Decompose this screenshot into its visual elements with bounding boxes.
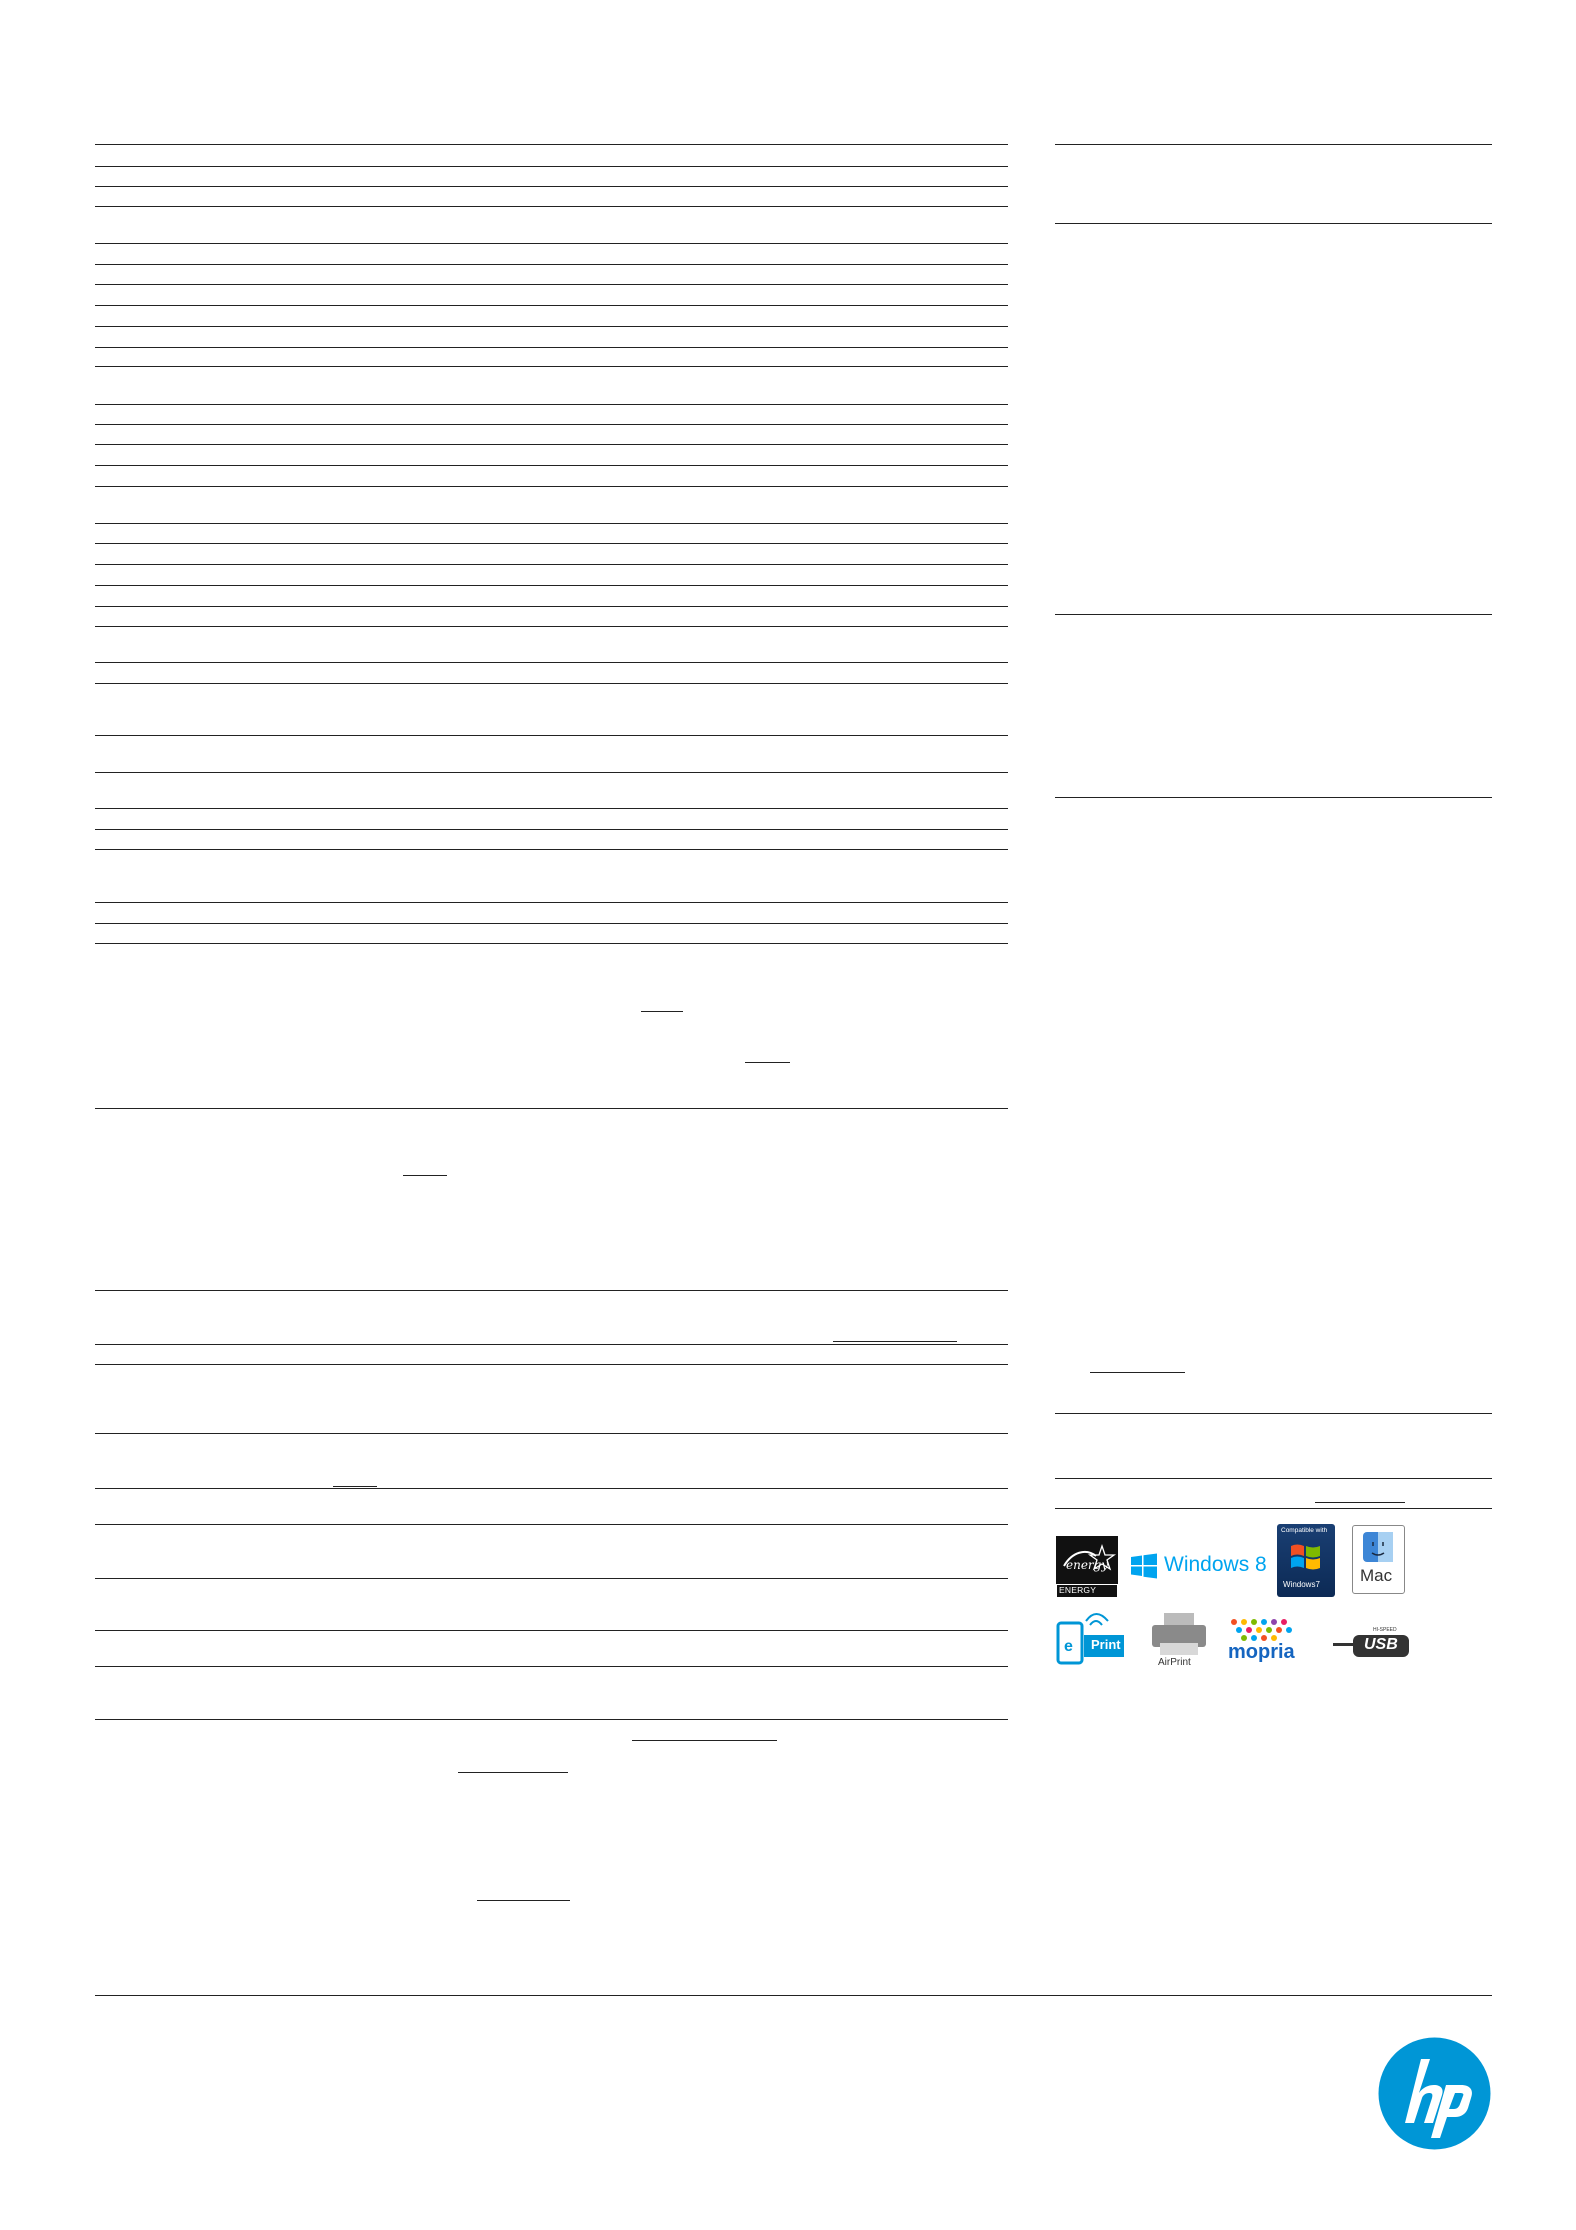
link-underline[interactable] <box>833 1341 957 1342</box>
link-underline[interactable] <box>333 1486 377 1487</box>
usb-logo <box>1333 1627 1411 1659</box>
table-rule <box>95 326 1008 327</box>
energy-star-caption: ENERGY STAR <box>1059 1585 1096 1605</box>
mac-logo <box>1352 1525 1405 1594</box>
windows7-top-label: Compatible with <box>1281 1527 1328 1534</box>
table-rule <box>95 1719 1008 1720</box>
table-rule <box>95 1433 1008 1434</box>
windows7-flag-icon <box>1289 1540 1323 1574</box>
section-rule <box>1055 797 1492 798</box>
table-rule <box>95 264 1008 265</box>
link-underline[interactable] <box>641 1011 683 1012</box>
table-rule <box>95 543 1008 544</box>
table-rule <box>95 465 1008 466</box>
section-rule <box>1055 144 1492 145</box>
table-rule <box>95 206 1008 207</box>
eprint-logo <box>1056 1609 1128 1667</box>
windows8-icon <box>1131 1553 1157 1579</box>
table-rule <box>95 523 1008 524</box>
link-underline[interactable] <box>632 1740 777 1741</box>
mac-label: Mac <box>1360 1566 1393 1585</box>
section-rule <box>1055 1413 1492 1414</box>
usb-label: USB <box>1364 1636 1398 1653</box>
svg-text:e: e <box>1064 1638 1073 1655</box>
table-rule <box>95 404 1008 405</box>
table-rule <box>95 943 1008 944</box>
table-rule <box>95 347 1008 348</box>
section-rule <box>1055 223 1492 224</box>
table-rule <box>95 444 1008 445</box>
table-rule <box>95 735 1008 736</box>
mopria-dots-icon <box>1226 1617 1308 1643</box>
table-rule <box>95 683 1008 684</box>
airprint-label: AirPrint <box>1158 1657 1191 1668</box>
table-rule <box>95 284 1008 285</box>
table-rule <box>95 1488 1008 1489</box>
table-rule <box>95 1630 1008 1631</box>
table-rule <box>95 1344 1008 1345</box>
windows8-logo <box>1131 1551 1271 1583</box>
link-underline[interactable] <box>403 1175 447 1176</box>
usb-top-label: HI-SPEED <box>1373 1627 1397 1633</box>
link-underline[interactable] <box>745 1062 790 1063</box>
table-rule <box>95 144 1008 145</box>
table-rule <box>95 662 1008 663</box>
windows7-bottom-label: Windows7 <box>1283 1580 1320 1589</box>
table-rule <box>95 829 1008 830</box>
table-rule <box>95 186 1008 187</box>
table-rule <box>95 305 1008 306</box>
link-underline[interactable] <box>1315 1502 1405 1503</box>
svg-text:energy: energy <box>1066 1558 1109 1572</box>
table-rule <box>95 1290 1008 1291</box>
table-rule <box>95 606 1008 607</box>
table-rule <box>95 849 1008 850</box>
energy-star-logo <box>1056 1536 1118 1605</box>
table-rule <box>95 366 1008 367</box>
table-rule <box>95 564 1008 565</box>
table-rule <box>95 902 1008 903</box>
table-rule <box>95 1524 1008 1525</box>
airprint-printer-icon <box>1148 1611 1210 1657</box>
finder-icon <box>1361 1530 1395 1564</box>
section-rule <box>1055 1508 1492 1509</box>
section-rule <box>1055 1478 1492 1479</box>
hp-logo-icon <box>1378 2037 1491 2150</box>
airprint-logo <box>1148 1611 1210 1671</box>
table-rule <box>95 1666 1008 1667</box>
windows8-label: Windows 8 <box>1164 1553 1267 1576</box>
mopria-label: mopria <box>1228 1641 1295 1663</box>
link-underline[interactable] <box>1090 1372 1185 1373</box>
mopria-logo <box>1226 1617 1308 1667</box>
eprint-label: Print <box>1091 1637 1121 1652</box>
link-underline[interactable] <box>477 1900 570 1901</box>
table-rule <box>95 1364 1008 1365</box>
footer-rule <box>95 1995 1492 1996</box>
table-rule <box>95 585 1008 586</box>
table-rule <box>95 1108 1008 1109</box>
table-rule <box>95 923 1008 924</box>
section-rule <box>1055 614 1492 615</box>
hp-logo <box>1378 2037 1491 2150</box>
table-rule <box>95 243 1008 244</box>
windows7-logo <box>1277 1524 1335 1597</box>
table-rule <box>95 808 1008 809</box>
table-rule <box>95 626 1008 627</box>
table-rule <box>95 772 1008 773</box>
table-rule <box>95 166 1008 167</box>
table-rule <box>95 424 1008 425</box>
link-underline[interactable] <box>458 1772 568 1773</box>
table-rule <box>95 1578 1008 1579</box>
table-rule <box>95 486 1008 487</box>
